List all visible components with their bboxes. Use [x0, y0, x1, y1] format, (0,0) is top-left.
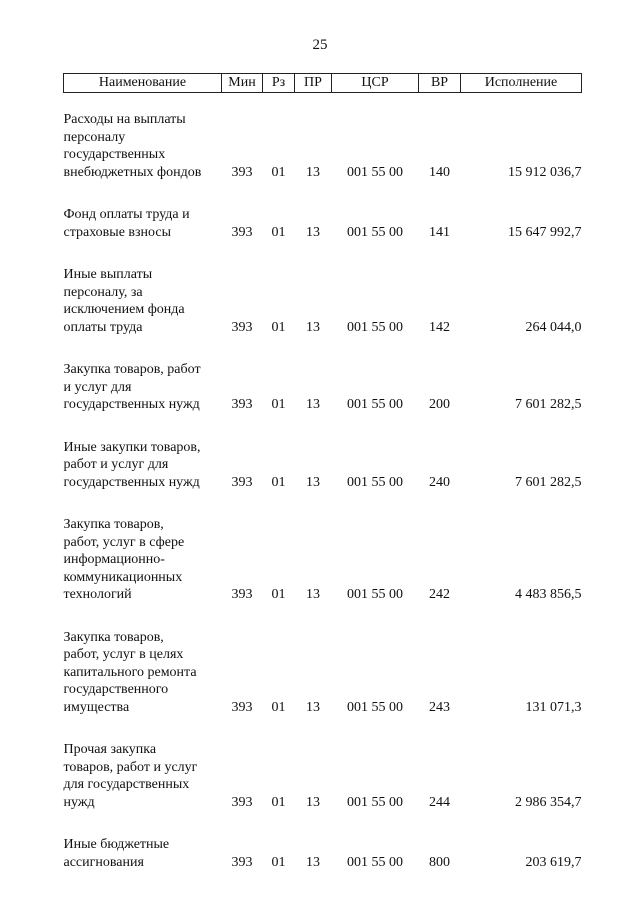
- row-name-line: и услуг для: [63, 379, 132, 395]
- row-name-line: нужд: [63, 794, 95, 810]
- row-min: 393: [231, 699, 253, 715]
- row-name-line: Закупка товаров,: [63, 517, 164, 532]
- row-pr: 13: [306, 397, 320, 412]
- row-name: [64, 836, 222, 871]
- table-row: [64, 439, 582, 492]
- row-name-line: персоналу, за: [63, 284, 143, 300]
- row-name-line: государственных: [63, 147, 166, 162]
- budget-table: [63, 73, 582, 871]
- row-pr: 13: [306, 587, 320, 602]
- row-name-line: внебюджетных фондов: [63, 164, 202, 180]
- row-name: [64, 206, 222, 241]
- row-name: [64, 629, 222, 717]
- row-csr: 001 55 00: [347, 474, 403, 490]
- row-amount: 15 912 036,7: [508, 164, 582, 180]
- row-pr: 13: [306, 794, 320, 810]
- row-min: 393: [231, 587, 253, 602]
- row-name-line: имущества: [63, 699, 130, 715]
- row-name: [64, 266, 222, 336]
- table-row: [64, 516, 582, 604]
- row-vr: 240: [429, 474, 450, 490]
- row-vr: 140: [429, 164, 450, 180]
- table-row: [64, 741, 582, 811]
- row-pr: 13: [306, 164, 320, 180]
- row-name-line: Прочая закупка: [63, 742, 157, 757]
- row-csr: 001 55 00: [347, 854, 403, 870]
- row-rz: 01: [271, 474, 286, 490]
- row-gap: [64, 241, 582, 266]
- row-gap: [64, 336, 582, 361]
- row-pr: 13: [306, 224, 320, 240]
- row-gap: [64, 414, 582, 439]
- row-amount: 15 647 992,7: [508, 224, 582, 240]
- row-name-line: Фонд оплаты труда и: [63, 207, 190, 222]
- row-min: 393: [231, 854, 253, 870]
- row-name-line: для государственных: [63, 777, 190, 792]
- table-row: [64, 111, 582, 181]
- row-name-line: Иные бюджетные: [63, 837, 170, 852]
- table-row: [64, 266, 582, 336]
- row-name: [64, 111, 222, 181]
- row-csr: 001 55 00: [347, 587, 403, 602]
- row-name-line: Закупка товаров, работ: [63, 362, 201, 377]
- row-gap: [64, 716, 582, 741]
- row-min: 393: [231, 397, 253, 412]
- row-pr: 13: [306, 699, 320, 715]
- row-gap: [64, 491, 582, 516]
- row-csr: 001 55 00: [347, 319, 403, 335]
- table-header-row: [64, 74, 582, 93]
- column-header-vr: ВР: [419, 74, 461, 93]
- row-name-line: ассигнования: [63, 854, 144, 870]
- row-pr: 13: [306, 474, 320, 490]
- row-name: [64, 516, 222, 604]
- column-header-pr: ПР: [295, 74, 332, 93]
- row-name: [64, 439, 222, 492]
- row-name-line: капитального ремонта: [63, 664, 197, 680]
- row-name-line: работ, услуг в сфере: [63, 534, 185, 550]
- row-name-line: государственных нужд: [63, 397, 200, 412]
- page-number: 25: [312, 37, 328, 53]
- row-name-line: Расходы на выплаты: [63, 112, 186, 127]
- row-rz: 01: [271, 397, 286, 412]
- row-amount: 7 601 282,5: [515, 397, 582, 412]
- row-vr: 242: [429, 587, 450, 602]
- row-rz: 01: [271, 319, 286, 335]
- row-csr: 001 55 00: [347, 699, 403, 715]
- row-gap: [64, 811, 582, 836]
- table-row: [64, 206, 582, 241]
- row-name-line: оплаты труда: [63, 319, 143, 335]
- column-header-name: Наименование: [64, 74, 222, 93]
- row-min: 393: [231, 474, 253, 490]
- row-gap: [64, 181, 582, 206]
- row-rz: 01: [271, 699, 286, 715]
- row-min: 393: [231, 794, 253, 810]
- row-gap: [64, 604, 582, 629]
- row-amount: 203 619,7: [525, 854, 582, 870]
- row-amount: 131 071,3: [525, 699, 582, 715]
- row-amount: 264 044,0: [525, 319, 582, 335]
- column-header-amount: Исполнение: [461, 74, 582, 93]
- row-name-line: Иные выплаты: [63, 267, 153, 282]
- row-csr: 001 55 00: [347, 794, 403, 810]
- table-row: [64, 836, 582, 871]
- row-name-line: товаров, работ и услуг: [63, 759, 198, 775]
- column-header-csr: ЦСР: [332, 74, 419, 93]
- row-name-line: государственного: [63, 682, 169, 697]
- row-rz: 01: [271, 587, 286, 602]
- row-name-line: Закупка товаров,: [63, 629, 164, 645]
- row-name-line: персоналу: [63, 129, 126, 145]
- row-name: [64, 361, 222, 414]
- row-csr: 001 55 00: [347, 164, 403, 180]
- row-amount: 7 601 282,5: [515, 474, 582, 490]
- row-vr: 141: [429, 224, 450, 240]
- table-spacer: [64, 93, 582, 112]
- column-header-min: Мин: [222, 74, 263, 93]
- row-csr: 001 55 00: [347, 397, 403, 412]
- column-header-rz: Рз: [263, 74, 295, 93]
- table-row: [64, 629, 582, 717]
- row-vr: 200: [429, 397, 450, 412]
- row-amount: 2 986 354,7: [515, 794, 582, 810]
- row-vr: 243: [429, 699, 450, 715]
- row-name-line: работ и услуг для: [63, 457, 169, 472]
- row-name-line: коммуникационных: [63, 569, 183, 585]
- row-name-line: работ, услуг в целях: [63, 647, 184, 662]
- row-name-line: технологий: [63, 587, 132, 602]
- table-body: [64, 93, 582, 872]
- row-pr: 13: [306, 854, 320, 870]
- row-name: [64, 741, 222, 811]
- row-name-line: Иные закупки товаров,: [63, 439, 201, 455]
- row-min: 393: [231, 319, 253, 335]
- row-vr: 142: [429, 319, 450, 335]
- row-name-line: страховые взносы: [63, 224, 172, 240]
- row-rz: 01: [271, 794, 286, 810]
- row-name-line: государственных нужд: [63, 474, 200, 490]
- row-rz: 01: [271, 224, 286, 240]
- row-pr: 13: [306, 319, 320, 335]
- row-min: 393: [231, 224, 253, 240]
- row-min: 393: [231, 164, 253, 180]
- row-amount: 4 483 856,5: [515, 587, 582, 602]
- row-vr: 800: [429, 854, 450, 870]
- table-row: [64, 361, 582, 414]
- row-vr: 244: [429, 794, 450, 810]
- row-name-line: информационно-: [63, 552, 165, 567]
- row-name-line: исключением фонда: [63, 302, 185, 317]
- row-csr: 001 55 00: [347, 224, 403, 240]
- row-rz: 01: [271, 854, 286, 870]
- row-rz: 01: [271, 164, 286, 180]
